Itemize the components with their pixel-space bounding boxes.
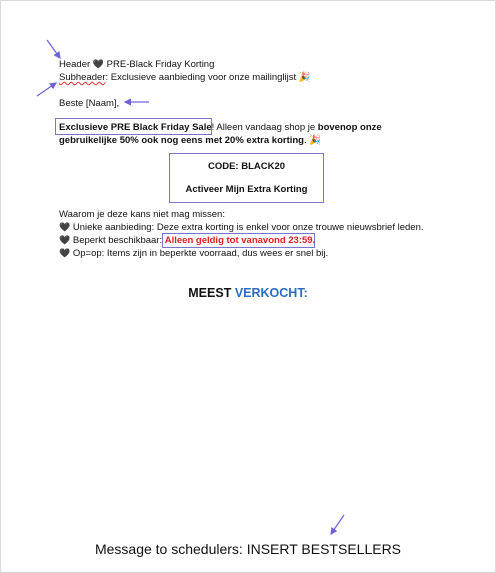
header-text: PRE-Black Friday Korting — [106, 59, 215, 70]
black-heart-icon: 🖤 — [59, 248, 71, 258]
bestsellers-heading-word2: VERKOCHT: — [234, 286, 308, 300]
bullet-text: Op=op: Items zijn in beperkte voorraad, dus wees er snel bij. — [72, 248, 329, 259]
deadline-text: Alleen geldig tot vanavond 23:59. — [164, 235, 316, 246]
intro-bold-1: bovenop onze — [317, 122, 382, 133]
activate-discount-link[interactable]: Activeer Mijn Extra Korting — [185, 184, 308, 195]
bestsellers-heading-word1: MEEST — [188, 286, 232, 300]
header-label: Header — [59, 59, 91, 70]
greeting: Beste [Naam], — [59, 98, 120, 109]
bullet-text: Unieke aanbieding: Deze extra korting is enkel voor onze trouwe nieuwsbrief leden. — [72, 222, 424, 233]
black-heart-icon: 🖤 — [59, 235, 71, 245]
arrow-to-header — [47, 40, 60, 58]
bullet-prefix: Beperkt beschikbaar: — [72, 235, 165, 246]
subheader-label: Subheader — [59, 72, 106, 83]
arrow-to-subheader — [37, 83, 56, 96]
intro-end: . — [303, 135, 307, 146]
black-heart-icon: 🖤 — [59, 222, 71, 232]
scheduler-message: Message to schedulers: INSERT BESTSELLERS — [94, 541, 402, 557]
party-popper-icon: 🎉 — [309, 135, 322, 146]
arrow-to-footer — [331, 515, 344, 534]
subheader-text: : Exclusieve aanbieding voor onze mailinglijst — [105, 72, 297, 83]
intro-bold-2: gebruikelijke 50% ook nog eens met 20% extra korting — [59, 135, 304, 146]
party-popper-icon: 🎉 — [298, 72, 311, 83]
black-heart-icon: 🖤 — [92, 59, 105, 69]
intro-text: ! Alleen vandaag shop je — [211, 122, 318, 133]
discount-code: CODE: BLACK20 — [207, 161, 286, 172]
why-heading: Waarom je deze kans niet mag missen: — [59, 209, 225, 220]
sale-label: Exclusieve PRE Black Friday Sale — [59, 122, 212, 133]
